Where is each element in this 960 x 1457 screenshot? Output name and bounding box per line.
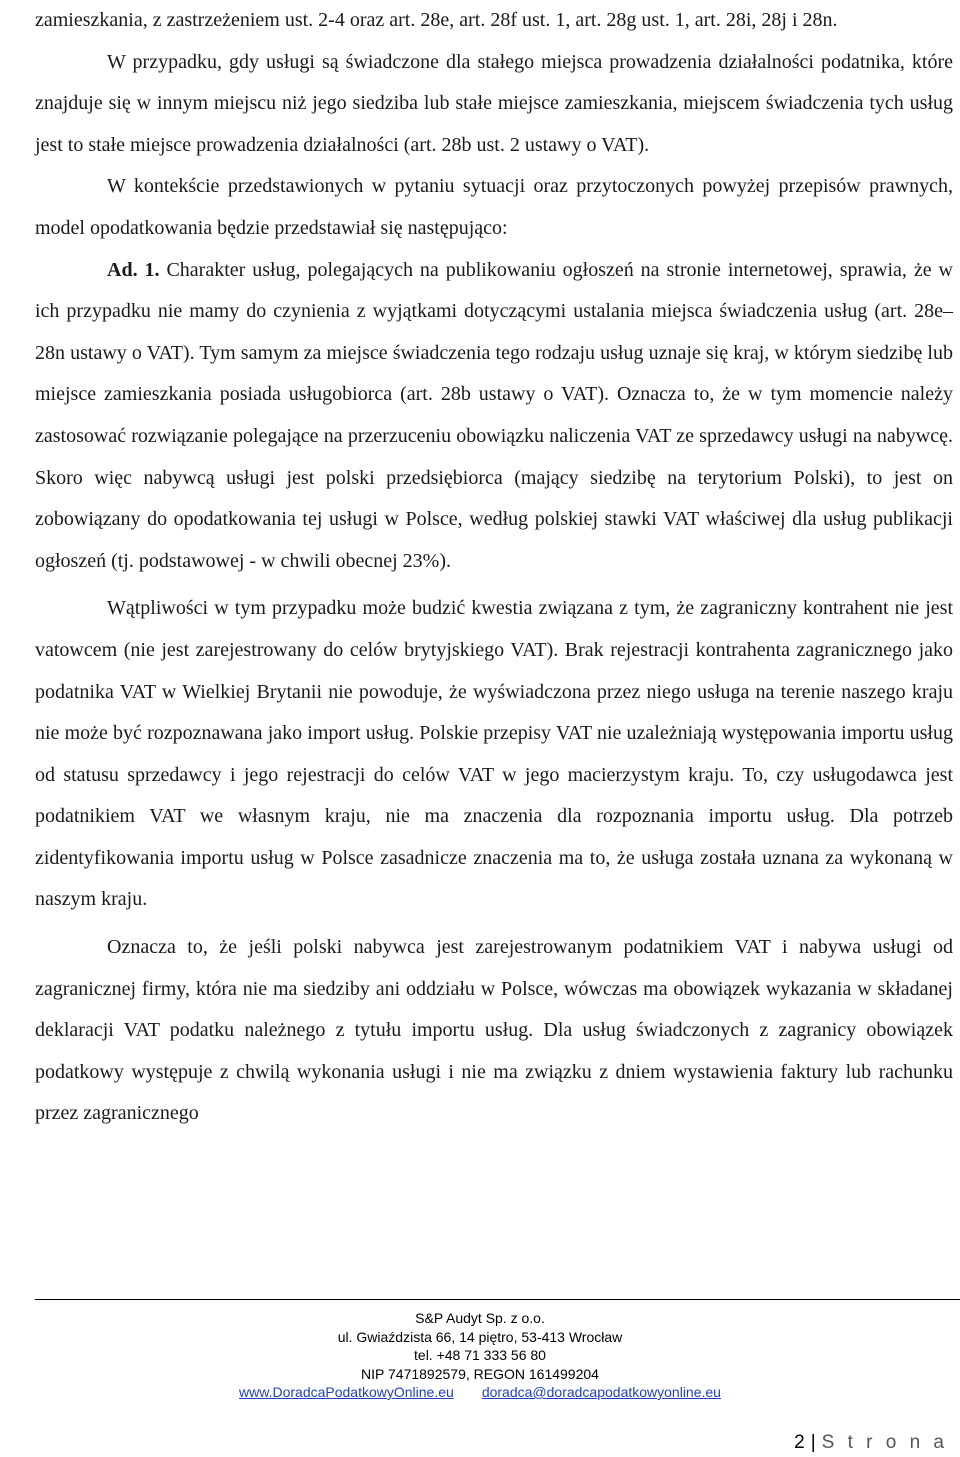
page-number-separator: | [810, 1432, 816, 1453]
body-text [35, 0, 953, 1135]
paragraph-context: W kontekście przedstawionych w pytaniu sytuacji oraz przytoczonych powyżej przepisów prawnych, model opodatkowania będzie przedstawiał się następująco: [35, 175, 953, 239]
website-link[interactable]: www.DoradcaPodatkowyOnline.eu [239, 1384, 454, 1400]
ad-1-label: Ad. 1. [107, 258, 160, 281]
email-link[interactable]: doradca@doradcapodatkowyonline.eu [481, 1384, 721, 1400]
paragraph-continuation: zamieszkania, z zastrzeżeniem ust. 2-4 oraz art. 28e, art. 28f ust. 1, art. 28g ust. 1, art. 28i, 28j i 28n. [35, 9, 838, 31]
paragraph-conclusion: Oznacza to, że jeśli polski nabywca jest zarejestrowanym podatnikiem VAT i nabywa usługi od zagranicznej firmy, która nie ma siedziby ani oddziału w Polsce, wówczas ma obowiązek wykazania w składanej deklaracji VAT podatku należnego z tytułu importu usług. Dla usług świadczonych z zagranicy obowiązek podatkowy występuje z chwilą wykonania usługi i nie ma związku z dniem wystawienia faktury lub rachunku przez zagranicznego [35, 936, 953, 1125]
paragraph-ad-1 [35, 250, 953, 583]
ad-1-text: Charakter usług, polegających na publikowaniu ogłoszeń na stronie internetowej, sprawia, że w ich przypadku nie mamy do czynienia z wyjątkami dotyczącymi ustalania miejsca świadczenia usług (art. 28e–28n ustawy o VAT). Tym samym za miejsce świadczenia tego rodzaju usług uznaje się kraj, w którym siedzibę lub miejsce zamieszkania posiada usługobiorca (art. 28b ustawy o VAT). Oznacza to, że w tym momencie należy zastosować rozwiązanie polegające na przerzuceniu obowiązku naliczenia VAT ze sprzedawcy usługi na nabywcę. Skoro więc nabywcą usługi jest polski przedsiębiorca (mający siedzibę na terytorium Polski), to jest on zobowiązany do opodatkowania tej usługi w Polsce, według polskiej stawki VAT właściwej dla usług publikacji ogłoszeń (tj. podstawowej - w chwili obecnej 23%). [35, 258, 953, 572]
footer-links [0, 1383, 960, 1402]
footer-address: ul. Gwiaździsta 66, 14 piętro, 53-413 Wrocław [337, 1328, 623, 1345]
paragraph-place-of-business: W przypadku, gdy usługi są świadczone dla stałego miejsca prowadzenia działalności podatnika, które znajduje się w innym miejscu niż jego siedziba lub stałe miejsce zamieszkania, miejscem świadczenia tych usług jest to stałe miejsce prowadzenia działalności (art. 28b ust. 2 ustawy o VAT). [35, 50, 953, 156]
footer-ids: NIP 7471892579, REGON 161499204 [361, 1365, 599, 1382]
paragraph-doubts: Wątpliwości w tym przypadku może budzić kwestia związana z tym, że zagraniczny kontrahent nie jest vatowcem (nie jest zarejestrowany do celów brytyjskiego VAT). Brak rejestracji kontrahenta zagranicznego jako podatnika VAT w Wielkiej Brytanii nie powoduje, że wyświadczona przez niego usługa na terenie naszego kraju nie może być rozpoznawana jako import usług. Polskie przepisy VAT nie uzależniają występowania importu usług od statusu sprzedawcy i jego rejestracji do celów VAT w jego macierzystym kraju. To, czy usługodawca jest podatnikiem VAT we własnym kraju, nie ma znaczenia dla rozpoznania importu usług. Dla potrzeb zidentyfikowania importu usług w Polsce zasadnicze znaczenia ma to, że usługa została uznana za wykonaną w naszym kraju. [35, 597, 953, 911]
page-footer [0, 1309, 960, 1402]
page-number [794, 1432, 948, 1454]
footer-divider [35, 1299, 960, 1300]
page-number-label: S t r o n a [821, 1432, 948, 1453]
footer-phone: tel. +48 71 333 56 80 [414, 1347, 546, 1363]
footer-company: S&P Audyt Sp. z o.o. [415, 1310, 545, 1326]
page-number-value: 2 [794, 1432, 805, 1453]
